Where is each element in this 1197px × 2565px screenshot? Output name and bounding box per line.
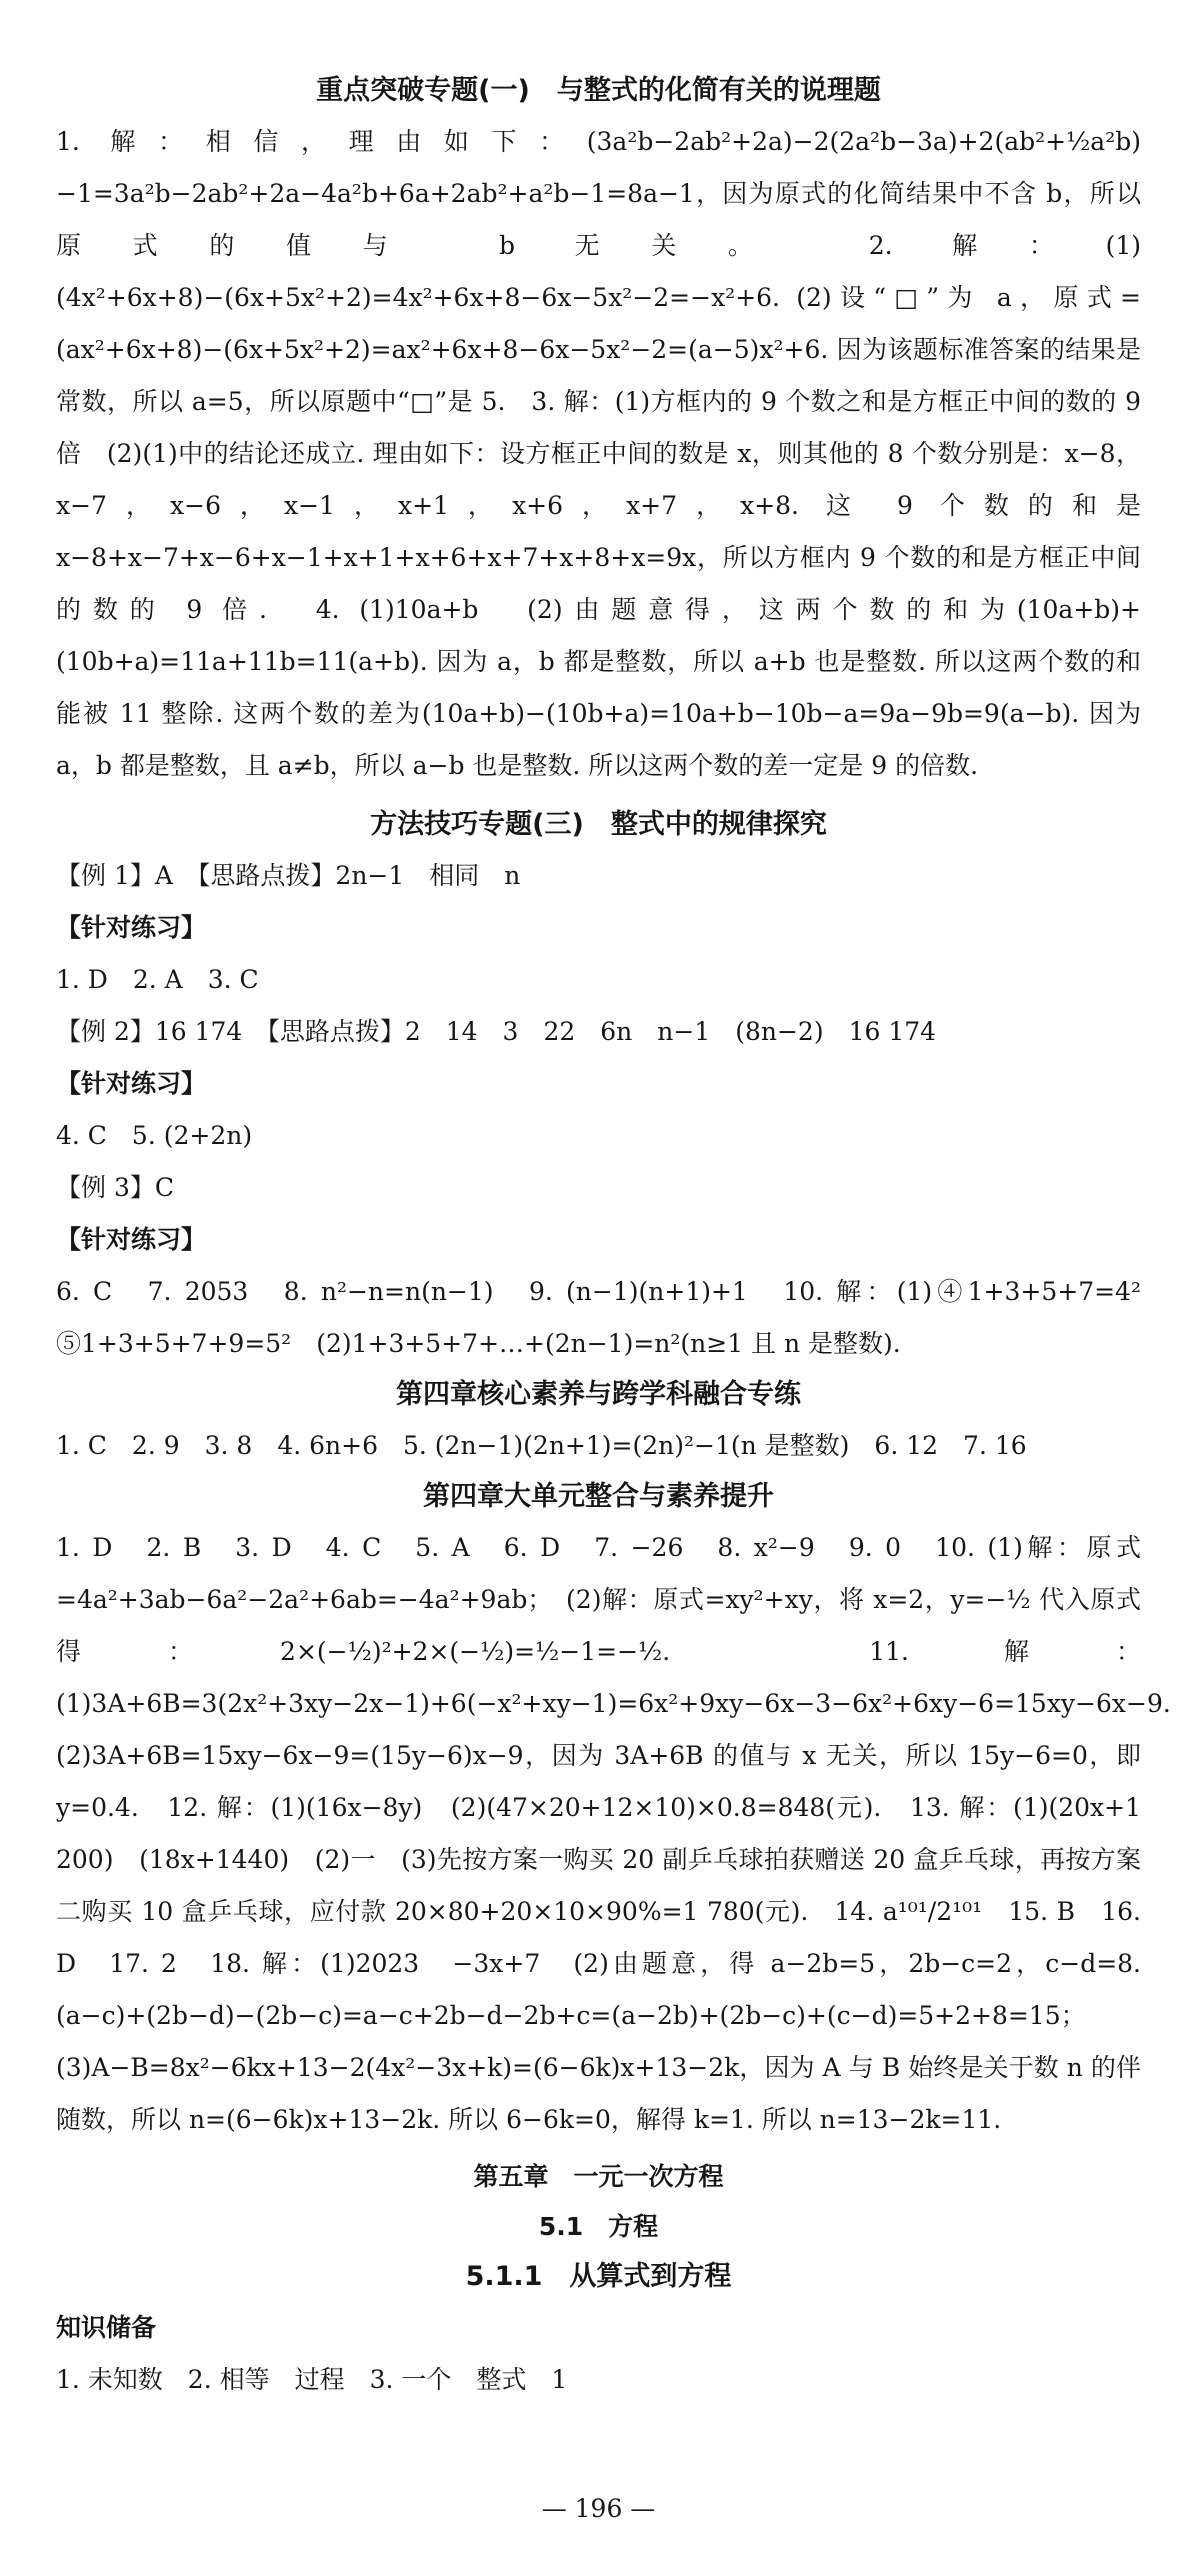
section-key-breakthrough bbox=[56, 66, 1141, 792]
answer-line: 4. C 5. (2+2n) bbox=[56, 1121, 253, 1150]
knowledge-answers: 1. 未知数 2. 相等 过程 3. 一个 整式 1 bbox=[56, 2365, 568, 2394]
knowledge-label: 知识储备 bbox=[56, 2313, 157, 2342]
section-title: 方法技巧专题(三) 整式中的规律探究 bbox=[370, 809, 827, 840]
section-title: 重点突破专题(一) 与整式的化简有关的说理题 bbox=[316, 75, 881, 106]
section-paragraph: 6. C 7. 2053 8. n²−n=n(n−1) 9. (n−1)(n+1)+1 10. 解：(1)④1+3+5+7=4² ⑤1+3+5+7+9=5² (2)1+3+5+7+…+(2n−1)=n²(n≥1 且 n 是整数). bbox=[56, 1277, 1167, 1358]
chapter-title: 第五章 一元一次方程 bbox=[473, 2162, 724, 2191]
section-method-skills bbox=[56, 800, 1167, 1370]
example-1-line: 【例 1】A 【思路点拨】2n−1 相同 n bbox=[56, 861, 521, 890]
example-3-line: 【例 3】C bbox=[56, 1173, 174, 1202]
page-number: — 196 — bbox=[541, 2494, 656, 2523]
practice-label: 【针对练习】 bbox=[56, 1069, 207, 1098]
practice-label: 【针对练习】 bbox=[56, 1225, 207, 1254]
section-paragraph: 1. D 2. B 3. D 4. C 5. A 6. D 7. −26 8. x²−9 9. 0 10. (1)解：原式=4a²+3ab−6a²−2a²+6ab=−4a²+9ab； (2)解：原式=xy²+xy，将 x=2，y=−½ 代入原式得：2×(−½)²+2×(−½)=½−1=−½. 11. 解：(1)3A+6B=3(2x²+3xy−2x−1)+6(−x²+xy−1)=6x²+9xy−6x−3−6x²+6xy−6=15xy−6x−9. (2)3A+6B=15xy−6x−9=(15y−6)x−9，因为 3A+6B 的值与 x 无关，所以 15y−6=0，即 y=0.4. 12. 解：(1)(16x−8y) (2)(47×20+12×10)×0.8=848(元). 13. 解：(1)(20x+1 200) (18x+1440) (2)一 (3)先按方案一购买 20 副乒乓球拍获赠送 20 盒乒乓球，再按方案二购买 10 盒乒乓球，应付款 20×80+20×10×90%=1 780(元). 14. a¹⁰¹/2¹⁰¹ 15. B 16. D 17. 2 18. 解：(1)2023 −3x+7 (2)由题意，得 a−2b=5，2b−c=2，c−d=8. (a−c)+(2b−d)−(2b−c)=a−c+2b−d−2b+c=(a−2b)+(2b−c)+(c−d)=5+2+8=15； (3)A−B=8x²−6kx+13−2(4x²−3x+k)=(6−6k)x+13−2k，因为 A 与 B 始终是关于数 n 的伴随数，所以 n=(6−6k)x+13−2k. 所以 6−6k=0，解得 k=1. 所以 n=13−2k=11. bbox=[56, 1533, 1171, 2134]
subsection-heading: 5.1.1 从算式到方程 bbox=[465, 2261, 732, 2292]
chapter-five bbox=[56, 2152, 1141, 2406]
practice-label: 【针对练习】 bbox=[56, 913, 207, 942]
section-core-literacy bbox=[56, 1370, 1141, 1472]
section-title: 第四章核心素养与跨学科融合专练 bbox=[396, 1379, 801, 1410]
section-paragraph: 1. C 2. 9 3. 8 4. 6n+6 5. (2n−1)(2n+1)=(2n)²−1(n 是整数) 6. 12 7. 16 bbox=[56, 1431, 1027, 1460]
example-2-line: 【例 2】16 174 【思路点拨】2 14 3 22 6n n−1 (8n−2) 16 174 bbox=[56, 1017, 937, 1046]
section-title: 第四章大单元整合与素养提升 bbox=[423, 1481, 774, 1512]
section-heading: 5.1 方程 bbox=[538, 2212, 659, 2241]
answer-line: 1. D 2. A 3. C bbox=[56, 965, 259, 994]
section-unit-integration bbox=[56, 1472, 1171, 2146]
section-paragraph: 1. 解：相信，理由如下：(3a²b−2ab²+2a)−2(2a²b−3a)+2(ab²+½a²b)−1=3a²b−2ab²+2a−4a²b+6a+2ab²+a²b−1=8a−1，因为原式的化简结果中不含 b，所以原式的值与 b 无关。 2. 解：(1)(4x²+6x+8)−(6x+5x²+2)=4x²+6x+8−6x−5x²−2=−x²+6. (2)设“□”为 a，原式=(ax²+6x+8)−(6x+5x²+2)=ax²+6x+8−6x−5x²−2=(a−5)x²+6. 因为该题标准答案的结果是常数，所以 a=5，所以原题中“□”是 5. 3. 解：(1)方框内的 9 个数之和是方框正中间的数的 9 倍 (2)(1)中的结论还成立. 理由如下：设方框正中间的数是 x，则其他的 8 个数分别是：x−8，x−7，x−6，x−1，x+1，x+6，x+7，x+8. 这 9 个数的和是 x−8+x−7+x−6+x−1+x+1+x+6+x+7+x+8+x=9x，所以方框内 9 个数的和是方框正中间的数的 9 倍. 4. (1)10a+b (2)由题意得，这两个数的和为(10a+b)+(10b+a)=11a+11b=11(a+b). 因为 a，b 都是整数，所以 a+b 也是整数. 所以这两个数的和能被 11 整除. 这两个数的差为(10a+b)−(10b+a)=10a+b−10b−a=9a−9b=9(a−b). 因为 a，b 都是整数，且 a≠b，所以 a−b 也是整数. 所以这两个数的差一定是 9 的倍数. bbox=[56, 127, 1141, 780]
